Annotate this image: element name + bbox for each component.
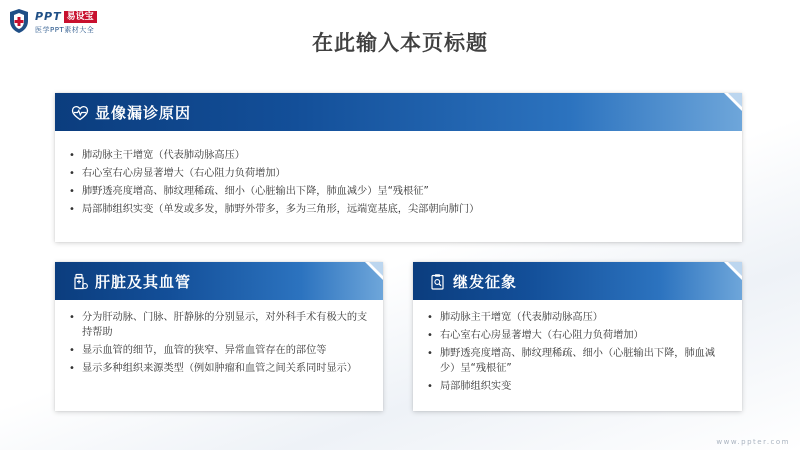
card-secondary-signs [413,262,742,411]
watermark: www.ppter.com [716,438,790,446]
list-item: • 肺野透亮度增高、肺纹理稀疏、细小（心脏输出下降，肺血减少）呈“残根征” [427,346,730,376]
header-corner-inner [369,262,383,276]
card-title: 肝脏及其血管 [95,273,192,291]
list-item: • 肺动脉主干增宽（代表肺动脉高压） [427,310,730,325]
card-body [69,310,371,379]
page-title: 在此输入本页标题 [312,31,488,55]
list-item: • 右心室右心房显著增大（右心阻力负荷增加） [69,166,730,181]
bullet-list [427,310,730,394]
header-corner-inner [728,262,742,276]
list-item: • 分为肝动脉、门脉、肝静脉的分别显示，对外科手术有极大的支持帮助 [69,310,371,340]
card-liver-vessels [55,262,383,411]
list-item: • 肺动脉主干增宽（代表肺动脉高压） [69,148,730,163]
heart-pulse-icon [71,104,89,122]
bullet-list [69,310,371,376]
card-body [427,310,730,397]
list-item: • 肺野透亮度增高、肺纹理稀疏、细小（心脏输出下降，肺血减少）呈“残根征” [69,184,730,199]
bullet-list [69,148,730,217]
logo-tag: 易设宝 [64,11,97,23]
logo-brand-text: PPT [35,10,62,23]
card-header [55,262,383,300]
clipboard-search-icon [429,273,447,291]
card-title: 继发征象 [453,273,518,291]
card-header [55,93,742,131]
medicine-bottle-icon [71,273,89,291]
list-item: • 显示多种组织来源类型（例如肿瘤和血管之间关系同时显示） [69,361,371,376]
card-header [413,262,742,300]
card-missed-diagnosis [55,93,742,242]
list-item: • 右心室右心房显著增大（右心阻力负荷增加） [427,328,730,343]
logo-subtitle: 医学PPT素材大全 [35,26,95,34]
header-corner-inner [728,93,742,107]
card-title: 显像漏诊原因 [95,104,192,122]
list-item: • 局部肺组织实变 [427,379,730,394]
list-item: • 局部肺组织实变（单发或多发，肺野外带多，多为三角形，远端宽基底，尖部朝向肺门） [69,202,730,217]
list-item: • 显示血管的细节，血管的狭窄、异常血管存在的部位等 [69,343,371,358]
card-body [69,148,730,220]
